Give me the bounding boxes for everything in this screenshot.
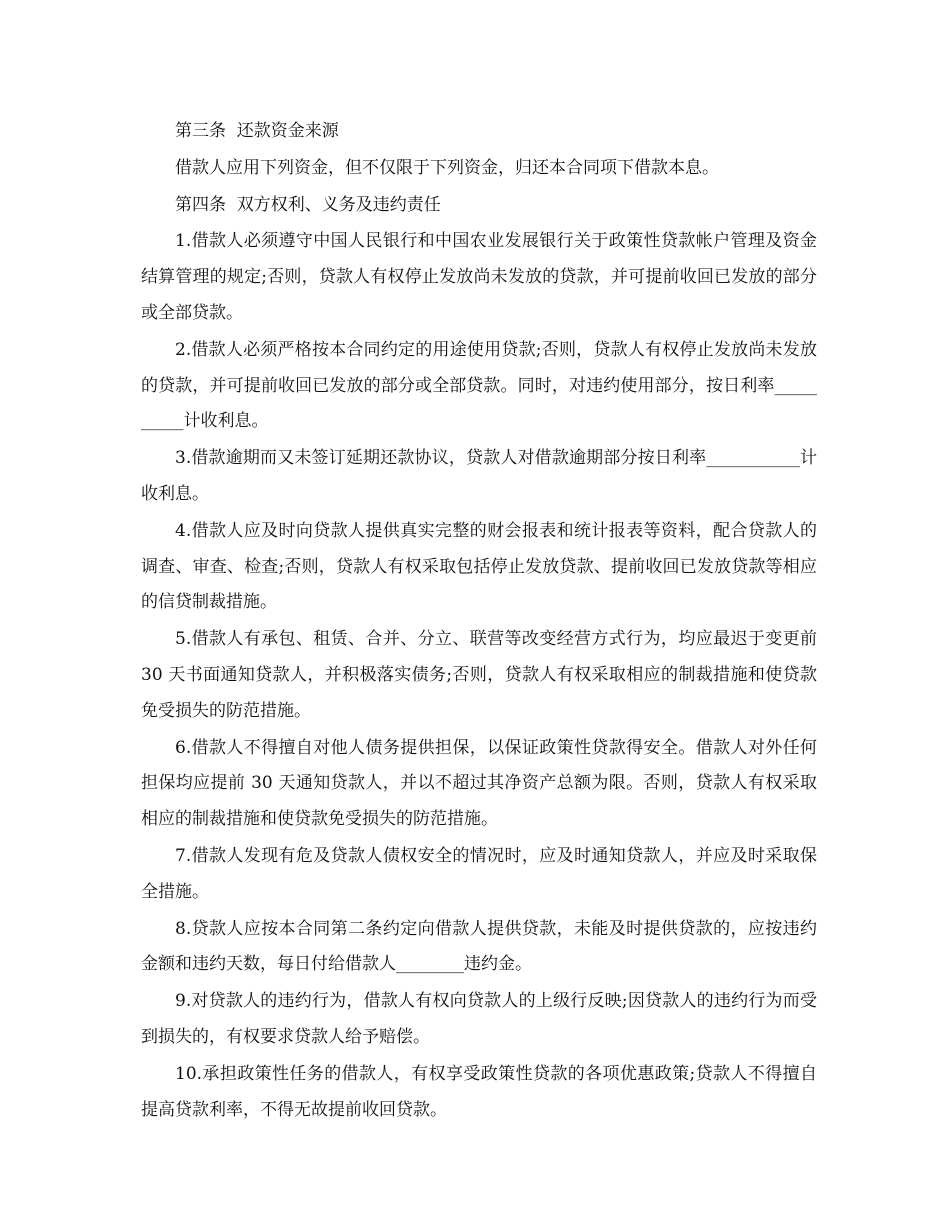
section-heading-article-3: 第三条 还款资金来源 <box>175 121 339 141</box>
clause-9: 9.对贷款人的违约行为，借款人有权向贷款人的上级行反映;因贷款人的违约行为而受到损失的，有权要求贷款人给予赔偿。 <box>141 991 817 1047</box>
clause-1: 1.借款人必须遵守中国人民银行和中国农业发展银行关于政策性贷款帐户管理及资金结算管理的规定;否则，贷款人有权停止发放尚未发放的贷款，并可提前收回已发放的部分或全部贷款。 <box>141 231 817 323</box>
clause-2: 2.借款人必须严格按本合同约定的用途使用贷款;否则，贷款人有权停止发放尚未发放的贷款，并可提前收回已发放的部分或全部贷款。同时，对违约使用部分，按日利率__________计收利息。 <box>141 339 817 432</box>
clause-10: 10.承担政策性任务的借款人，有权享受政策性贷款的各项优惠政策;贷款人不得擅自提高贷款利率，不得无故提前收回贷款。 <box>141 1063 817 1120</box>
clause-6: 6.借款人不得擅自对他人债务提供担保，以保证政策性贷款得安全。借款人对外任何担保均应提前 30 天通知贷款人，并以不超过其净资产总额为限。否则，贷款人有权采取相应的制裁措施和使贷款免受损失的防范措施。 <box>141 737 817 830</box>
clause-8: 8.贷款人应按本合同第二条约定向借款人提供贷款，未能及时提供贷款的，应按违约金额和违约天数，每日付给借款人________违约金。 <box>141 918 817 975</box>
section-heading-article-4: 第四条 双方权利、义务及违约责任 <box>175 194 441 215</box>
clause-5: 5.借款人有承包、租赁、合并、分立、联营等改变经营方式行为，均应最迟于变更前 30 天书面通知贷款人，并积极落实债务;否则，贷款人有权采取相应的制裁措施和使贷款免受损失的防范措施。 <box>141 629 823 721</box>
clause-7: 7.借款人发现有危及贷款人债权安全的情况时，应及时通知贷款人，并应及时采取保全措施。 <box>141 845 817 902</box>
clause-4: 4.借款人应及时向贷款人提供真实完整的财会报表和统计报表等资料，配合贷款人的调查、审查、检查;否则，贷款人有权采取包括停止发放贷款、提前收回已发放贷款等相应的信贷制裁措施。 <box>141 520 817 613</box>
paragraph-repayment-source: 借款人应用下列资金，但不仅限于下列资金，归还本合同项下借款本息。 <box>175 157 719 178</box>
document-body <box>141 114 823 1129</box>
clause-3: 3.借款逾期而又未签订延期还款协议，贷款人对借款逾期部分按日利率___________计收利息。 <box>141 448 817 504</box>
